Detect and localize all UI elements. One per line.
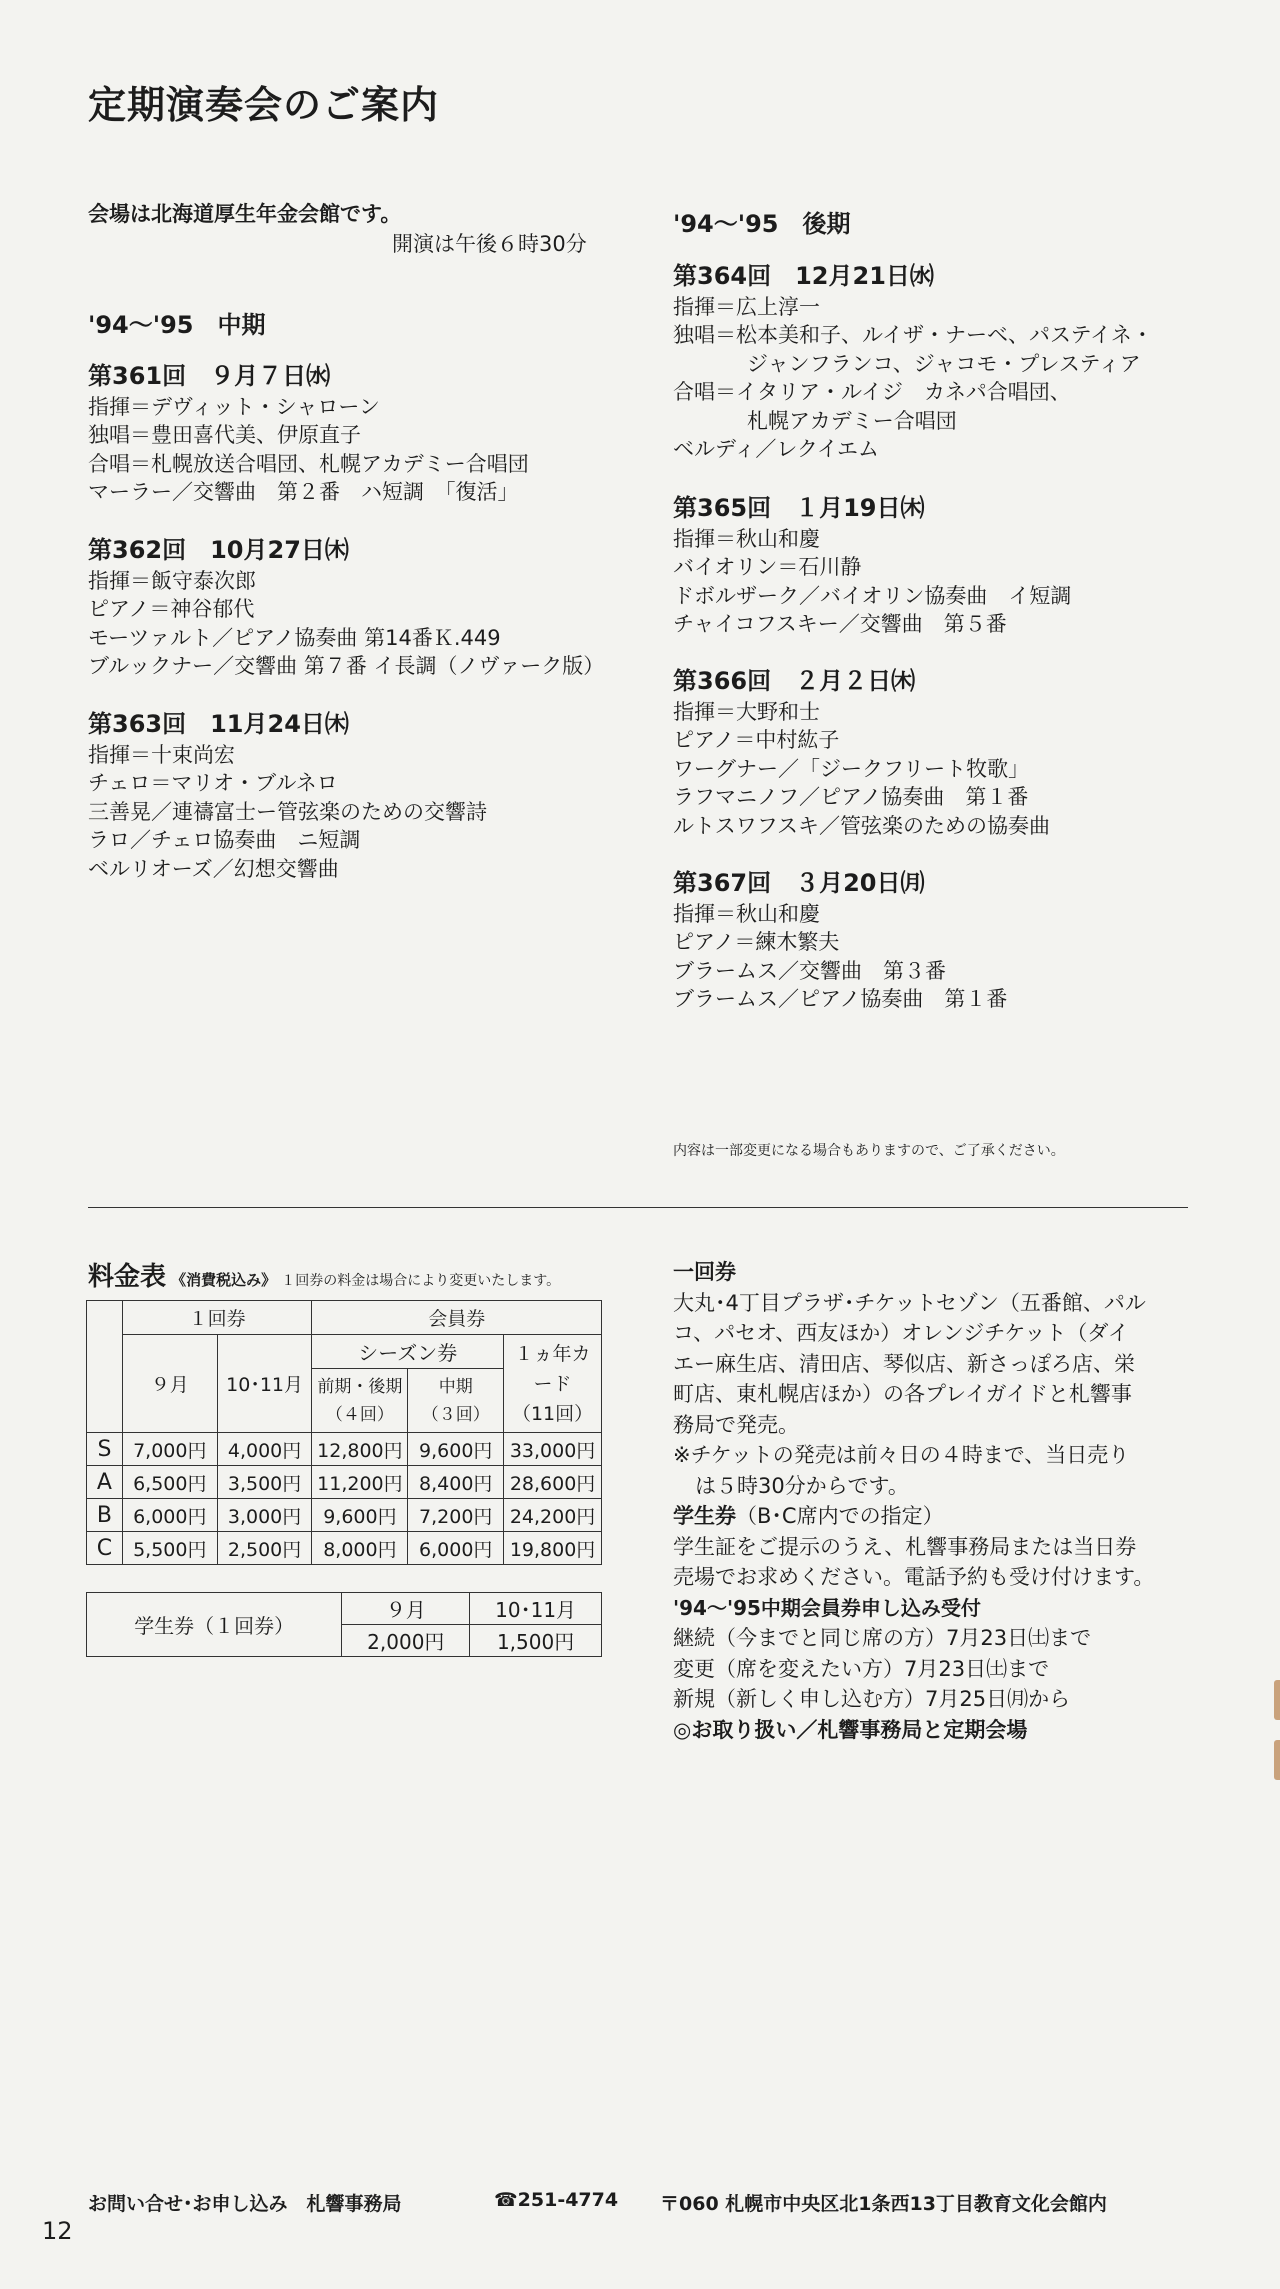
student-ticket-heading-line — [673, 1501, 1193, 1532]
price-cell: 12,800円 — [312, 1433, 408, 1466]
handling-info: ◎お取り扱い／札響事務局と定期会場 — [673, 1717, 1028, 1742]
concert-line: 指揮＝大野和士 — [673, 699, 820, 724]
fee-table-title: 料金表 — [88, 1262, 167, 1292]
concert-title: 第366回 ２月２日㈭ — [673, 667, 916, 695]
member-line: 継続（今までと同じ席の方）7月23日㈯まで — [673, 1626, 1092, 1650]
annual-card-header — [504, 1335, 602, 1433]
concert-line: 指揮＝秋山和慶 — [673, 901, 820, 926]
student-ticket-heading: 学生券 — [673, 1504, 736, 1528]
concert-line: 独唱＝松本美和子、ルイザ・ナーベ、パステイネ・ — [673, 323, 1153, 347]
fee-header-row — [87, 1335, 602, 1369]
student-sep-price: 2,000円 — [342, 1625, 470, 1657]
concert-title: 第367回 ３月20日㈪ — [673, 869, 925, 897]
concert-line: 指揮＝デヴィット・シャローン — [88, 394, 380, 419]
single-ticket-heading: 一回券 — [673, 1260, 736, 1284]
sale-note: ※チケットの発売は前々日の４時まで、当日売り — [673, 1443, 1130, 1467]
price-cell: 24,200円 — [504, 1499, 602, 1532]
concert-365 — [673, 494, 1071, 639]
price-cell: 3,000円 — [217, 1499, 312, 1532]
venue-name: 会場は北海道厚生年金会館です。 — [88, 202, 402, 226]
fee-table-tax-note: 《消費税込み》 — [171, 1271, 277, 1289]
fee-table-note: １回券の料金は場合により変更いたします。 — [281, 1273, 561, 1289]
annual-card-count: （11回） — [511, 1402, 594, 1425]
concert-366 — [673, 667, 1050, 840]
ticket-info — [673, 1257, 1193, 1745]
concert-line: 札幌アカデミー合唱団 — [747, 408, 957, 433]
concert-line: 指揮＝十束尚宏 — [88, 742, 235, 767]
student-octnov-header: 10･11月 — [470, 1593, 602, 1625]
concert-363 — [88, 710, 487, 883]
concert-title: 第364回 12月21日㈬ — [673, 262, 934, 290]
concert-line: 指揮＝飯守泰次郎 — [88, 568, 256, 593]
price-cell: 8,000円 — [312, 1532, 408, 1565]
grade-cell: S — [87, 1433, 123, 1466]
price-cell: 11,200円 — [312, 1466, 408, 1499]
table-row — [87, 1466, 602, 1499]
fee-table — [86, 1300, 602, 1565]
student-ticket-heading-suffix: （B･C席内での指定） — [736, 1504, 944, 1528]
concert-line: ピアノ＝中村紘子 — [673, 728, 840, 752]
price-cell: 4,000円 — [217, 1433, 312, 1466]
footer-phone: ☎251-4774 — [494, 2189, 619, 2211]
concert-line: ドボルザーク／バイオリン協奏曲 イ短調 — [673, 583, 1072, 608]
single-ticket-text: 大丸･4丁目プラザ･チケットセゾン（五番館、パル — [673, 1290, 1146, 1315]
concert-line: マーラー／交響曲 第２番 ハ短調 「復活」 — [88, 480, 519, 504]
octnov-header: 10･11月 — [217, 1335, 312, 1433]
price-cell: 33,000円 — [504, 1433, 602, 1466]
single-ticket-text: 務局で発売。 — [673, 1412, 799, 1437]
price-cell: 6,000円 — [408, 1532, 504, 1565]
mid-header — [408, 1369, 504, 1433]
divider — [88, 1207, 1188, 1208]
mid-season-heading: '94～'95 中期 — [88, 311, 266, 339]
page-number: 12 — [42, 2217, 73, 2245]
price-cell: 3,500円 — [217, 1466, 312, 1499]
concert-line: 指揮＝広上淳一 — [673, 294, 820, 319]
concert-title: 第362回 10月27日㈭ — [88, 536, 349, 564]
page-title: 定期演奏会のご案内 — [88, 83, 440, 127]
concert-line: ブラームス／交響曲 第３番 — [673, 958, 946, 983]
concert-367 — [673, 869, 1007, 1014]
fee-header-row — [87, 1301, 602, 1335]
page-edge-tab — [1274, 1680, 1280, 1720]
concert-line: 三善晃／連禱富士ー管弦楽のための交響詩 — [88, 799, 487, 824]
early-late-count: （４回） — [325, 1404, 394, 1425]
single-ticket-text: エー麻生店、清田店、琴似店、新さっぽろ店、栄 — [673, 1351, 1135, 1376]
concert-line: バイオリン＝石川静 — [673, 555, 862, 579]
annual-card-label: １ヵ年カード — [514, 1342, 591, 1395]
table-row — [87, 1532, 602, 1565]
price-cell: 7,000円 — [122, 1433, 217, 1466]
season-ticket-header: シーズン券 — [312, 1335, 504, 1369]
price-cell: 9,600円 — [408, 1433, 504, 1466]
student-ticket-table — [86, 1592, 602, 1657]
grade-cell: A — [87, 1466, 123, 1499]
single-ticket-text: 町店、東札幌店ほか）の各プレイガイドと札響事 — [673, 1382, 1132, 1406]
member-line: 新規（新しく申し込む方）7月25日㈪から — [673, 1687, 1071, 1711]
concert-line: ピアノ＝神谷郁代 — [88, 597, 255, 621]
student-octnov-price: 1,500円 — [470, 1625, 602, 1657]
student-ticket-text: 学生証をご提示のうえ、札響事務局または当日券 — [673, 1534, 1137, 1559]
grade-cell: B — [87, 1499, 123, 1532]
concert-line: ベルディ／レクイエム — [673, 437, 880, 461]
concert-line: ルトスワフスキ／管弦楽のための協奏曲 — [673, 813, 1050, 838]
price-cell: 6,500円 — [122, 1466, 217, 1499]
member-ticket-header: 会員券 — [312, 1301, 602, 1335]
student-ticket-text: 売場でお求めください。電話予約も受け付けます。 — [673, 1565, 1155, 1589]
concert-title: 第365回 １月19日㈭ — [673, 494, 925, 522]
single-ticket-header: １回券 — [122, 1301, 312, 1335]
price-cell: 28,600円 — [504, 1466, 602, 1499]
table-row — [87, 1499, 602, 1532]
grade-cell: C — [87, 1532, 123, 1565]
concert-line: ラロ／チェロ協奏曲 ニ短調 — [88, 828, 361, 852]
sale-note: は５時30分からです。 — [695, 1473, 909, 1498]
concert-line: ワーグナー／「ジークフリート牧歌」 — [673, 756, 1030, 781]
price-cell: 2,500円 — [217, 1532, 312, 1565]
concert-361 — [88, 362, 529, 507]
concert-line: 独唱＝豊田喜代美、伊原直子 — [88, 423, 361, 447]
concert-line: 指揮＝秋山和慶 — [673, 526, 820, 551]
page-edge-tab — [1274, 1740, 1280, 1780]
concert-title: 第363回 11月24日㈭ — [88, 710, 349, 738]
change-note: 内容は一部変更になる場合もありますので、ご了承ください。 — [673, 1143, 1065, 1159]
concert-line: チャイコフスキー／交響曲 第５番 — [673, 612, 1007, 636]
single-ticket-text: コ、パセオ、西友ほか）オレンジチケット（ダイ — [673, 1321, 1129, 1345]
concert-line: 合唱＝イタリア・ルイジ カネパ合唱団、 — [673, 380, 1071, 404]
concert-line: モーツァルト／ピアノ協奏曲 第14番Ｋ.449 — [88, 625, 501, 650]
concert-line: ベルリオーズ／幻想交響曲 — [88, 856, 339, 881]
concert-line: ラフマニノフ／ピアノ協奏曲 第１番 — [673, 785, 1029, 809]
price-cell: 5,500円 — [122, 1532, 217, 1565]
late-season-heading: '94～'95 後期 — [673, 210, 851, 238]
concert-362 — [88, 536, 604, 681]
concert-line: ピアノ＝練木繁夫 — [673, 930, 840, 954]
mid-count: （３回） — [421, 1404, 490, 1425]
sep-header: ９月 — [122, 1335, 217, 1433]
table-row — [87, 1593, 602, 1625]
footer-address: 〒060 札幌市中央区北1条西13丁目教育文化会館内 — [660, 2193, 1107, 2215]
member-line: 変更（席を変えたい方）7月23日㈯まで — [673, 1656, 1050, 1681]
table-row — [87, 1433, 602, 1466]
price-cell: 6,000円 — [122, 1499, 217, 1532]
mid-label: 中期 — [438, 1376, 473, 1397]
concert-line: 合唱＝札幌放送合唱団、札幌アカデミー合唱団 — [88, 451, 529, 476]
price-cell: 19,800円 — [504, 1532, 602, 1565]
concert-364 — [673, 262, 1153, 464]
grade-header — [87, 1301, 123, 1433]
price-cell: 8,400円 — [408, 1466, 504, 1499]
footer-contact: お問い合せ･お申し込み 札響事務局 — [88, 2193, 402, 2215]
member-ticket-heading: '94～'95中期会員券申し込み受付 — [673, 1595, 981, 1620]
concert-title: 第361回 ９月７日㈬ — [88, 362, 331, 390]
fee-table-caption — [88, 1256, 560, 1293]
venue-start-time: 開演は午後６時30分 — [392, 232, 587, 256]
early-late-label: 前期・後期 — [317, 1376, 403, 1397]
concert-line: ブルックナー／交響曲 第７番 イ長調（ノヴァーク版） — [88, 654, 605, 678]
early-late-header — [312, 1369, 408, 1433]
concert-line: チェロ＝マリオ・ブルネロ — [88, 771, 338, 795]
concert-line: ジャンフランコ、ジャコモ・プレスティア — [747, 351, 1141, 376]
student-sep-header: ９月 — [342, 1593, 470, 1625]
student-ticket-label: 学生券（１回券） — [87, 1593, 342, 1657]
price-cell: 7,200円 — [408, 1499, 504, 1532]
concert-line: ブラームス／ピアノ協奏曲 第１番 — [673, 987, 1008, 1011]
price-cell: 9,600円 — [312, 1499, 408, 1532]
